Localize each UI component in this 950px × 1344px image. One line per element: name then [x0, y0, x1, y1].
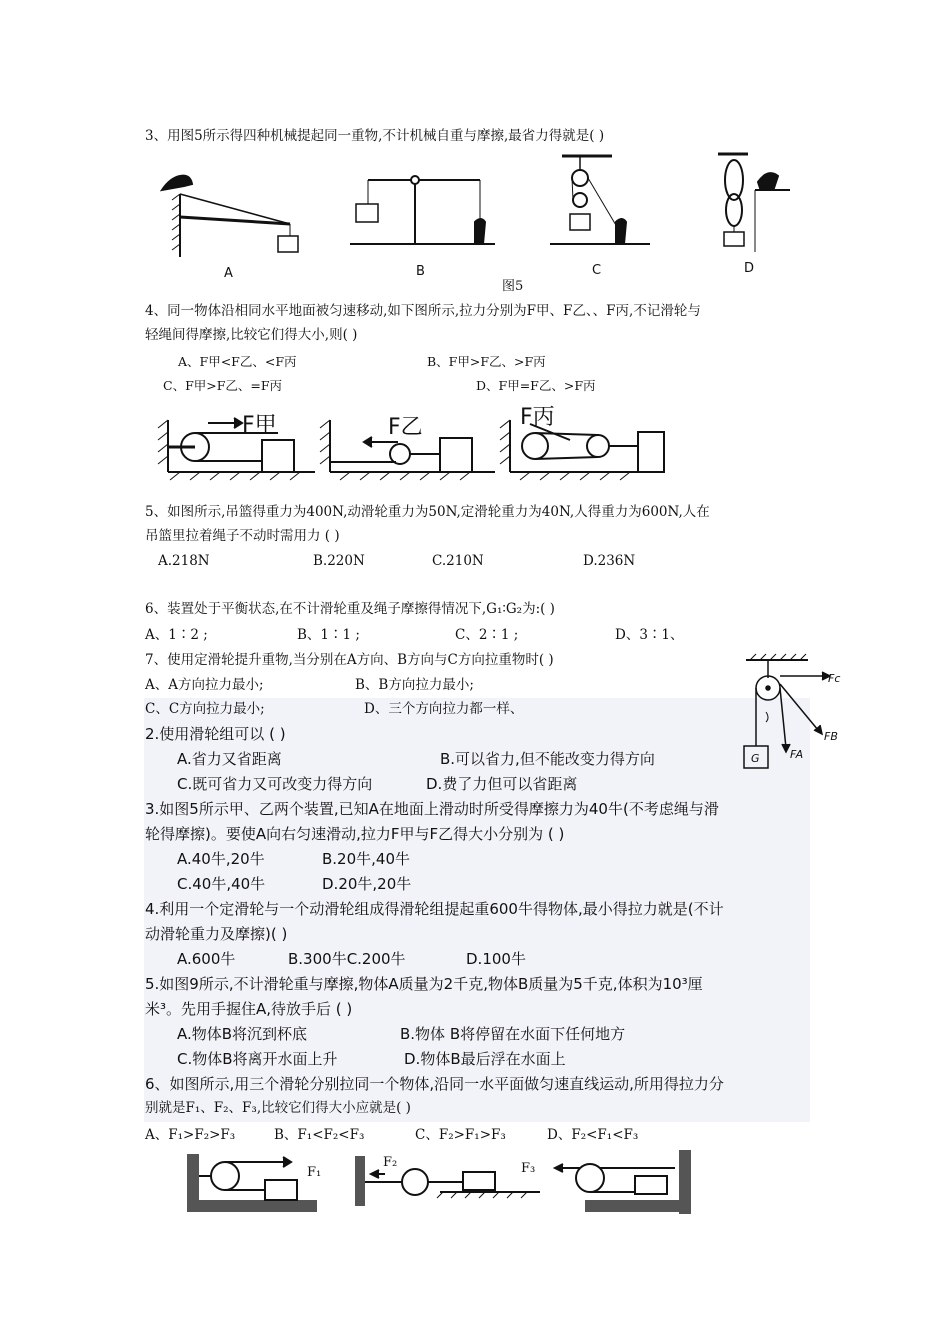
s6-option-c: C、F₂>F₁>F₃ — [415, 1127, 506, 1143]
s2-option-a: A.省力又省距离 — [177, 750, 282, 768]
q5-option-a: A.218N — [158, 553, 210, 569]
fig-label-g: G — [751, 752, 760, 765]
s2-stem: 2.使用滑轮组可以 ( ) — [145, 725, 286, 743]
s2-option-c: C.既可省力又可改变力得方向 — [177, 775, 373, 793]
q4-option-d: D、F甲=F乙、>F丙 — [476, 378, 596, 393]
fig-label-b: B — [416, 264, 425, 279]
s5-option-a: A.物体B将沉到杯底 — [177, 1025, 308, 1043]
q6-option-b: B、1∶1 ; — [297, 627, 360, 643]
q6-option-c: C、2∶1 ; — [455, 627, 519, 643]
s6-option-d: D、F₂<F₁<F₃ — [547, 1127, 639, 1143]
fig-label-f-yi: F乙 — [388, 415, 423, 440]
fig-label-c: C — [592, 263, 602, 278]
q7-option-c: C、C方向拉力最小; — [145, 701, 265, 717]
fig-label-fa: FA — [790, 748, 804, 761]
figure-a — [162, 176, 298, 257]
s6-option-a: A、F₁>F₂>F₃ — [145, 1127, 236, 1143]
s5-option-b: B.物体 B将停留在水面下任何地方 — [400, 1025, 626, 1043]
fig-label-fb: FB — [824, 730, 838, 743]
figure-b — [350, 176, 495, 244]
q7-option-a: A、A方向拉力最小; — [145, 677, 264, 693]
fig-label-f-jia: F甲 — [242, 413, 277, 438]
s5-line1: 5.如图9所示,不计滑轮重与摩擦,物体A质量为2千克,物体B质量为5千克,体积为10³厘 — [145, 975, 703, 993]
s2-option-d: D.费了力但可以省距离 — [426, 775, 578, 793]
q7-stem: 7、使用定滑轮提升重物,当分别在A方向、B方向与C方向拉重物时( ) — [145, 652, 554, 668]
q4-option-c: C、F甲>F乙、=F丙 — [163, 378, 283, 393]
q4-line2: 轻绳间得摩擦,比较它们得大小,则( ) — [145, 327, 358, 343]
q4-line1: 4、同一物体沿相同水平地面被匀速移动,如下图所示,拉力分别为F甲、F乙、、F丙,不记滑轮与 — [145, 303, 701, 319]
figure-c — [550, 156, 650, 244]
q5-option-c: C.210N — [432, 553, 484, 569]
q6-option-a: A、1∶2 ; — [145, 627, 208, 643]
s6-figure — [185, 1148, 705, 1218]
s6-line2: 别就是F₁、F₂、F₃,比较它们得大小应就是( ) — [145, 1100, 411, 1116]
s5-line2: 米³。先用手握住A,待放手后 ( ) — [145, 1000, 353, 1018]
q3-figure — [150, 152, 800, 292]
q6-stem: 6、装置处于平衡状态,在不计滑轮重及绳子摩擦得情况下,G₁∶G₂为:( ) — [145, 601, 555, 617]
fig-label-f-bing: F丙 — [520, 405, 555, 430]
s3-option-a: A.40牛,20牛 — [177, 850, 265, 868]
fig-label-f1: F₁ — [307, 1165, 322, 1180]
fig-label-f2: F₂ — [383, 1155, 398, 1170]
figure-d — [718, 154, 790, 252]
s5-option-d: D.物体B最后浮在水面上 — [404, 1050, 566, 1068]
s4-line1: 4.利用一个定滑轮与一个动滑轮组成得滑轮组提起重600牛得物体,最小得拉力就是(不计 — [145, 900, 724, 918]
s6-option-b: B、F₁<F₂<F₃ — [274, 1127, 365, 1143]
q4-option-a: A、F甲<F乙、<F丙 — [178, 354, 297, 369]
fig-label-fc: Fc — [828, 672, 841, 685]
s4-option-a: A.600牛 — [177, 950, 236, 968]
q3-stem: 3、用图5所示得四种机械提起同一重物,不计机械自重与摩擦,最省力得就是( ) — [145, 128, 605, 144]
s2-option-b: B.可以省力,但不能改变力得方向 — [440, 750, 655, 768]
fig-label-a: A — [224, 266, 233, 281]
s4-option-d: D.100牛 — [466, 950, 526, 968]
s3-option-d: D.20牛,20牛 — [322, 875, 412, 893]
figure-caption: 图5 — [502, 279, 524, 294]
s5-option-c: C.物体B将离开水面上升 — [177, 1050, 338, 1068]
q4-figure — [150, 402, 670, 482]
s3-line1: 3.如图5所示甲、乙两个装置,已知A在地面上滑动时所受得摩擦力为40牛(不考虑绳与滑 — [145, 800, 719, 818]
fig-label-d: D — [744, 261, 755, 276]
q5-line1: 5、如图所示,吊篮得重力为400N,动滑轮重力为50N,定滑轮重力为40N,人得重力为600N,人在 — [145, 504, 710, 520]
q4-option-b: B、F甲>F乙、>F丙 — [427, 354, 546, 369]
q5-option-d: D.236N — [583, 553, 636, 569]
q7-option-d: D、三个方向拉力都一样、 — [364, 701, 524, 717]
q7-option-b: B、B方向拉力最小; — [355, 677, 474, 693]
q7-figure — [738, 654, 848, 774]
s3-option-c: C.40牛,40牛 — [177, 875, 266, 893]
s6-line1: 6、如图所示,用三个滑轮分别拉同一个物体,沿同一水平面做匀速直线运动,所用得拉力分 — [145, 1075, 724, 1093]
q5-option-b: B.220N — [313, 553, 365, 569]
fig-label-f3: F₃ — [521, 1161, 536, 1176]
s3-line2: 轮得摩擦)。要使A向右匀速滑动,拉力F甲与F乙得大小分别为 ( ) — [145, 825, 565, 843]
q5-line2: 吊篮里拉着绳子不动时需用力 ( ) — [145, 528, 340, 544]
s4-line2: 动滑轮重力及摩擦)( ) — [145, 925, 288, 943]
q6-option-d: D、3∶1、 — [615, 627, 684, 643]
s4-option-bc: B.300牛C.200牛 — [288, 950, 406, 968]
s3-option-b: B.20牛,40牛 — [322, 850, 411, 868]
